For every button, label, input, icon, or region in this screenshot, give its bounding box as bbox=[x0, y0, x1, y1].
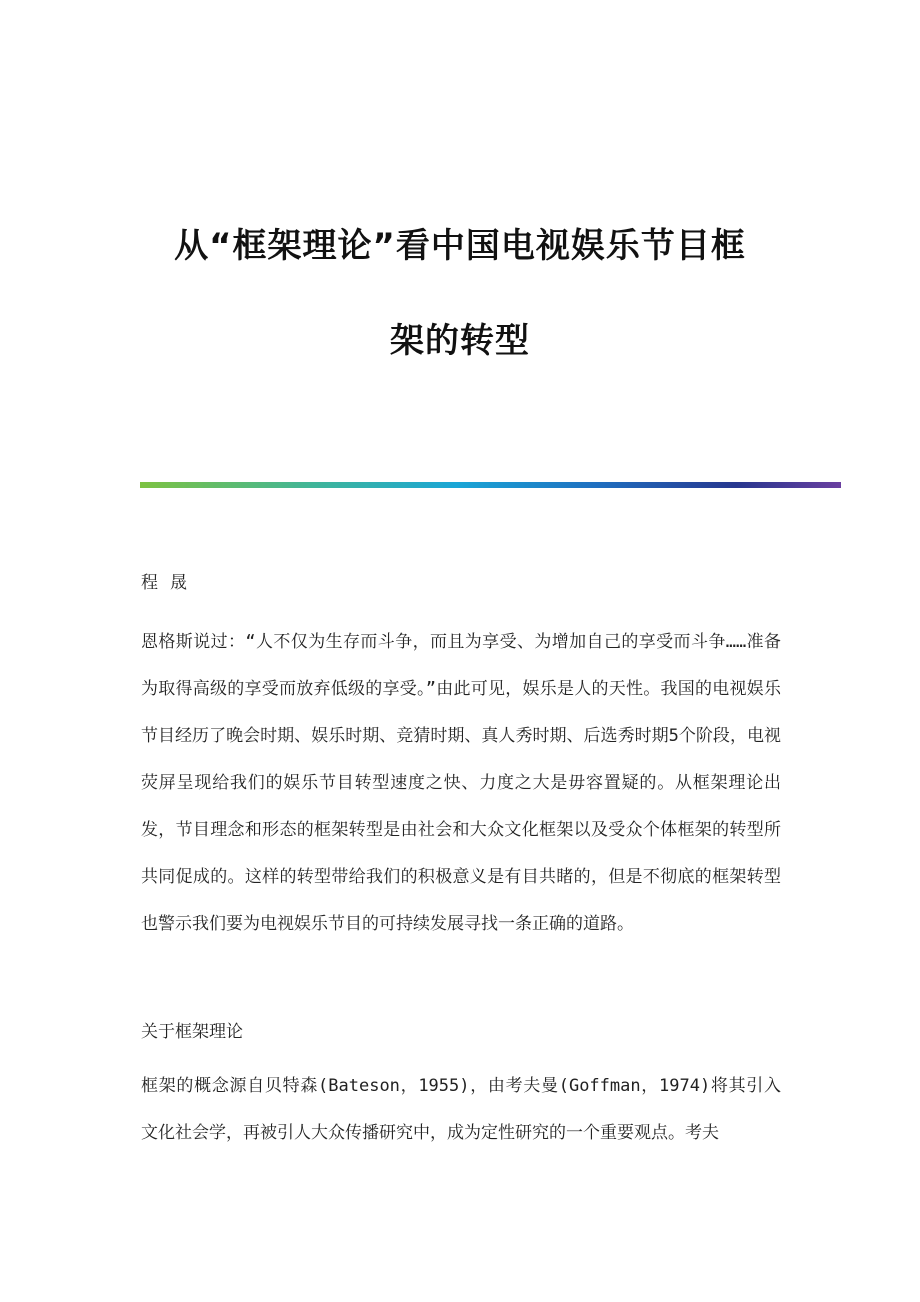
document-title-line-1: 从“框架理论”看中国电视娱乐节目框 bbox=[174, 226, 746, 266]
author-name: 程晟 bbox=[141, 573, 199, 593]
section-heading: 关于框架理论 bbox=[141, 1022, 243, 1042]
body-paragraph-intro: 恩格斯说过：“人不仅为生存而斗争，而且为享受、为增加自己的享受而斗争……准备为取得高级的享受而放弃低级的享受。”由此可见，娱乐是人的天性。我国的电视娱乐节目经历了晚会时期、娱乐时期、竞猜时期、真人秀时期、后选秀时期5个阶段，电视荧屏呈现给我们的娱乐节目转型速度之快、力度之大是毋容置疑的。从框架理论出发，节目理念和形态的框架转型是由社会和大众文化框架以及受众个体框架的转型所共同促成的。这样的转型带给我们的积极意义是有目共睹的，但是不彻底的框架转型也警示我们要为电视娱乐节目的可持续发展寻找一条正确的道路。 bbox=[141, 632, 781, 934]
gradient-divider bbox=[140, 482, 841, 488]
body-paragraph-framing-theory: 框架的概念源自贝特森(Bateson，1955)，由考夫曼(Goffman，1974)将其引入文化社会学，再被引人大众传播研究中，成为定性研究的一个重要观点。考夫 bbox=[141, 1076, 781, 1143]
document-title-line-2: 架的转型 bbox=[390, 321, 530, 361]
